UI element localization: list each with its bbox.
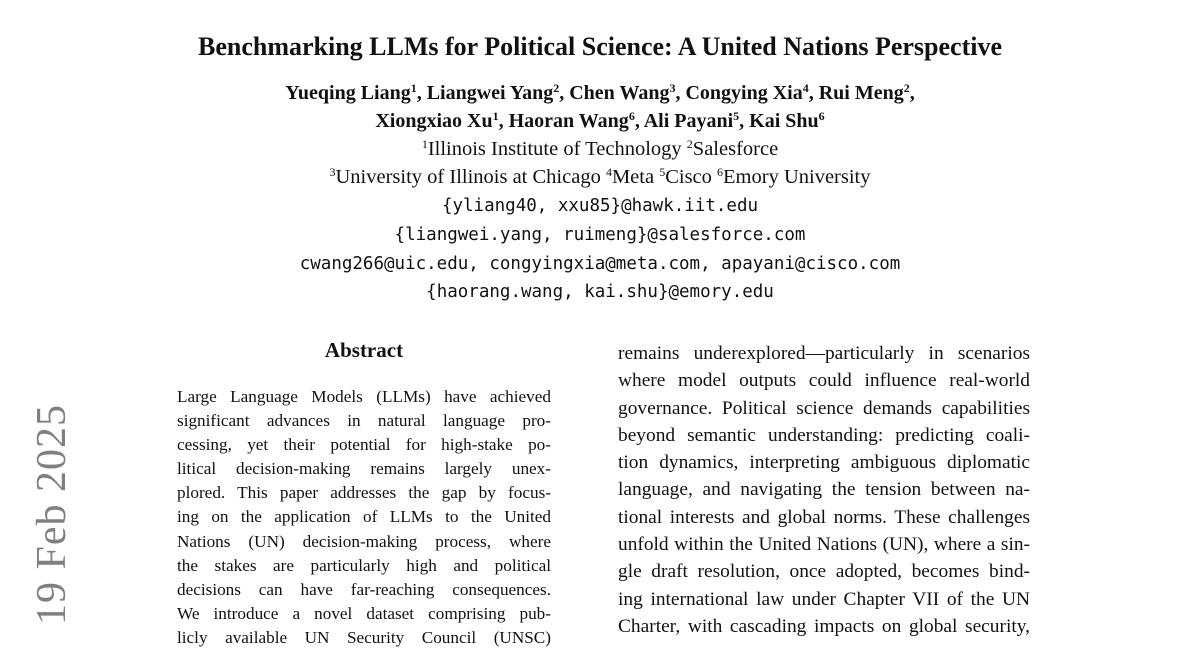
affiliation-mark: 1: [421, 137, 428, 151]
author-name: Xiongxiao Xu: [375, 110, 493, 132]
email-line: {yliang40, xxu85}@hawk.iit.edu: [441, 196, 759, 216]
text-line: the stakes are particularly high and political: [177, 555, 551, 575]
text-line: Large Language Models (LLMs) have achieved: [177, 387, 551, 406]
author-name: Liangwei Yang: [426, 82, 554, 104]
arxiv-date-stamp: 19 Feb 2025: [29, 404, 75, 625]
text-line: ing international law under Chapter VII of the UN: [618, 588, 1030, 610]
author-affiliation-mark: 1: [410, 81, 417, 95]
text-line: tion dynamics, interpreting ambiguous diplomatic: [618, 452, 1030, 474]
affiliation-mark: 3: [329, 165, 336, 179]
author-affiliation-mark: 2: [903, 81, 910, 95]
affiliation-name: University of Illinois at Chicago: [335, 166, 601, 188]
affiliation-line-2: [0, 163, 1200, 191]
text-line: remains underexplored—particularly in scenarios: [618, 343, 1030, 364]
author-name: Ali Payani: [643, 110, 734, 132]
affiliation-name: Emory University: [723, 166, 871, 188]
text-line: Charter, with cascading impacts on global security,: [618, 615, 1030, 637]
author-affiliation-mark: 3: [669, 81, 676, 95]
affiliation-mark: 4: [605, 165, 612, 179]
text-line: significant advances in natural language pro-: [177, 411, 551, 431]
text-line: plored. This paper addresses the gap by focus-: [177, 483, 551, 503]
text-line: Nations (UN) decision-making process, where: [177, 531, 551, 551]
intro-column-text: [618, 340, 1030, 640]
affiliation-mark: 6: [717, 165, 724, 179]
author-list: [0, 79, 1200, 135]
author-name: Congying Xia: [685, 82, 803, 104]
author-affiliation-mark: 5: [733, 109, 740, 123]
text-line: governance. Political science demands capabilities: [618, 397, 1030, 419]
text-line: unfold within the United Nations (UN), where a sin-: [618, 534, 1030, 556]
author-name: Yueqing Liang: [285, 82, 411, 104]
email-line: {haorang.wang, kai.shu}@emory.edu: [426, 282, 774, 302]
text-line: language, and navigating the tension between na-: [618, 479, 1030, 501]
affiliation-name: Cisco: [665, 166, 712, 188]
author-affiliation-mark: 6: [818, 109, 825, 123]
text-line: gle draft resolution, once adopted, becomes bind-: [618, 561, 1030, 583]
abstract-heading: Abstract: [324, 338, 404, 362]
text-line: where model outputs could influence real-world: [618, 370, 1030, 392]
author-name: Kai Shu: [749, 110, 819, 132]
author-affiliation-mark: 6: [628, 109, 635, 123]
email-line: cwang266@uic.edu, congyingxia@meta.com, apayani@cisco.com: [299, 254, 901, 274]
author-name: Chen Wang: [569, 82, 670, 104]
affiliation-name: Meta: [611, 166, 655, 188]
author-affiliation-mark: 1: [492, 109, 499, 123]
text-line: litical decision-making remains largely unex-: [177, 459, 551, 479]
affiliation-mark: 2: [686, 137, 693, 151]
affiliation-name: Salesforce: [692, 138, 779, 160]
text-line: beyond semantic understanding: predicting coali-: [618, 424, 1030, 446]
email-line: {liangwei.yang, ruimeng}@salesforce.com: [394, 225, 806, 245]
author-affiliation-mark: 4: [802, 81, 809, 95]
affiliation-name: Illinois Institute of Technology: [427, 138, 682, 160]
affiliation-line-1: [0, 135, 1200, 163]
author-line-1: Yueqing Liang$^1$, Liangwei Yang$^2$, Chen Wang$^3$, Congying Xia$^4$, Rui Meng$^2$,: [285, 81, 915, 104]
affiliation-mark: 5: [659, 165, 666, 179]
author-line-2: Xiongxiao Xu$^1$, Haoran Wang$^6$, Ali Payani$^5$, Kai Shu$^6$: [375, 109, 825, 132]
text-line: licly available UN Security Council (UNSC): [177, 627, 551, 647]
author-name: Haoran Wang: [508, 110, 629, 132]
text-line: cessing, yet their potential for high-stake po-: [177, 435, 551, 455]
abstract-body: [177, 385, 551, 650]
text-line: tional interests and global norms. These challenges: [618, 506, 1030, 528]
text-line: decisions can have far-reaching consequences.: [177, 579, 551, 599]
author-name: Rui Meng: [818, 82, 904, 104]
text-line: ing on the application of LLMs to the United: [177, 507, 551, 527]
paper-title: Benchmarking LLMs for Political Science: A United Nations Perspective: [198, 32, 1002, 61]
author-affiliation-mark: 2: [553, 81, 560, 95]
text-line: We introduce a novel dataset comprising pub-: [177, 603, 551, 623]
